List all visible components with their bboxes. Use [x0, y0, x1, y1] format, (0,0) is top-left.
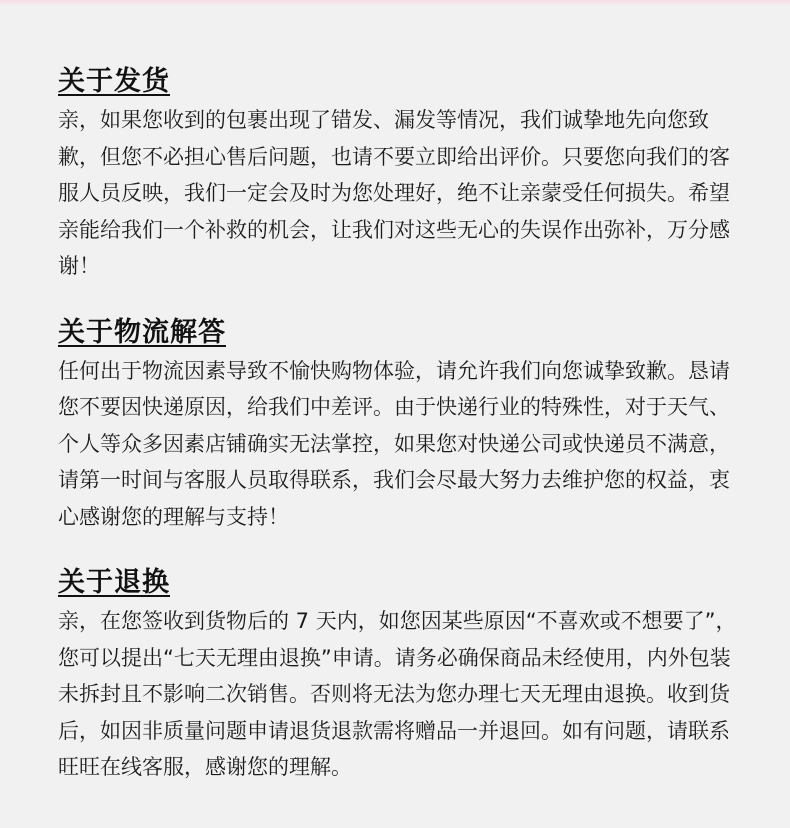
section-body-returns: 亲，在您签收到货物后的 7 天内，如您因某些原因“不喜欢或不想要了”，您可以提出“七天无理由退换”申请。请务必确保商品未经使用，内外包装未拆封且不影响二次销售。否则将无法为您办理七天无理由退换。收到货后，如因非质量问题申请退货退款需将赠品一并退回。如有问题，请联系旺旺在线客服，感谢您的理解。	[58, 609, 737, 779]
section-returns	[58, 563, 748, 786]
section-title-logistics: 关于物流解答	[58, 316, 226, 348]
policy-sections	[58, 62, 748, 786]
section-title-returns: 关于退换	[58, 567, 170, 598]
section-body-shipping: 亲，如果您收到的包裹出现了错发、漏发等情况，我们诚挚地先向您致歉，但您不必担心售后问题，也请不要立即给出评价。只要您向我们的客服人员反映，我们一定会及时为您处理好，绝不让亲蒙受任何损失。希望亲能给我们一个补救的机会，让我们对这些无心的失误作出弥补，万分感谢！	[58, 108, 730, 278]
section-shipping	[58, 62, 748, 285]
top-accent-band	[0, 0, 790, 6]
section-title-shipping: 关于发货	[58, 66, 170, 97]
section-logistics	[58, 313, 748, 536]
section-body-logistics: 任何出于物流因素导致不愉快购物体验，请允许我们向您诚挚致歉。恳请您不要因快递原因，给我们中差评。由于快递行业的特殊性，对于天气、个人等众多因素店铺确实无法掌控，如果您对快递公司或快递员不满意，请第一时间与客服人员取得联系，我们会尽最大努力去维护您的权益，衷心感谢您的理解与支持！	[58, 358, 730, 529]
